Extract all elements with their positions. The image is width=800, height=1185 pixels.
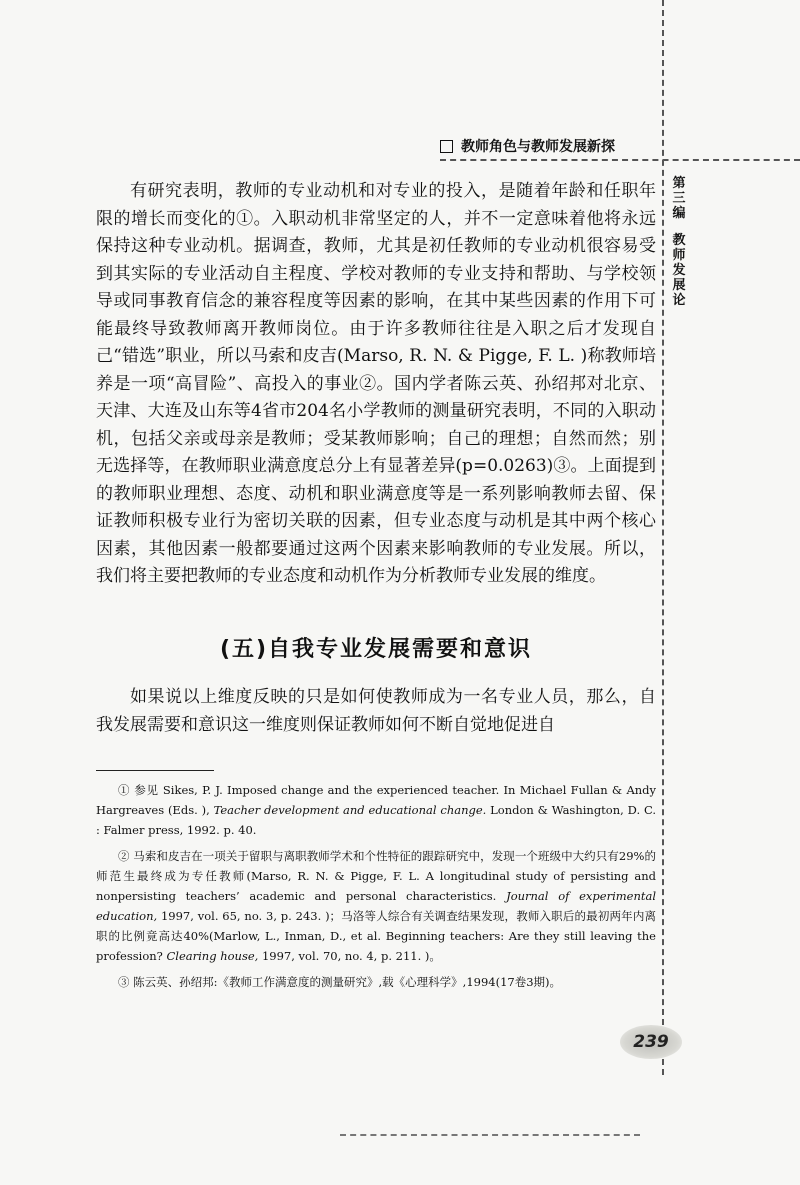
bottom-rule — [340, 1134, 640, 1136]
side-tab-char: 教 — [672, 233, 686, 248]
cut-line-vertical — [662, 0, 664, 1075]
side-tab-char: 展 — [672, 278, 686, 293]
square-icon — [440, 140, 453, 153]
side-tab-char: 论 — [672, 293, 686, 308]
side-tab — [668, 176, 690, 308]
running-header — [440, 136, 660, 156]
footnote-rule — [96, 770, 214, 771]
side-tab-char: 三 — [672, 191, 686, 206]
side-tab-char: 发 — [672, 263, 686, 278]
section-title: (五)自我专业发展需要和意识 — [219, 637, 533, 662]
footnote-1: ① 参见 Sikes, P. J. Imposed change and the experienced teacher. In Michael Fullan & Andy Hargreaves (Eds. ), Teacher development and educational change. London & Washington, D. C. : Falmer press, 1992. p. 40. — [96, 783, 657, 837]
side-tab-char: 师 — [672, 248, 686, 263]
page-number: 239 — [620, 1025, 682, 1059]
side-tab-char: 第 — [672, 176, 686, 191]
side-tab-char: 编 — [672, 206, 686, 221]
footnotes — [96, 780, 656, 998]
paragraph: 如果说以上维度反映的只是如何使教师成为一名专业人员，那么，自我发展需要和意识这一维度则保证教师如何不断自觉地促进自 — [96, 687, 656, 735]
running-header-title: 教师角色与教师发展新探 — [461, 139, 615, 155]
cut-line-header — [440, 159, 800, 161]
body-text — [96, 178, 656, 591]
paragraph: 有研究表明，教师的专业动机和对专业的投入，是随着年龄和任职年限的增长而变化的①。入职动机非常坚定的人，并不一定意味着他将永远保持这种专业动机。据调查，教师，尤其是初任教师的专业动机很容易受到其实际的专业活动自主程度、学校对教师的专业支持和帮助、与学校领导或同事教育信念的兼容程度等因素的影响，在其中某些因素的作用下可能最终导致教师离开教师岗位。由于许多教师往往是入职之后才发现自己“错选”职业，所以马索和皮吉(Marso, R. N. & Pigge, F. L. )称教师培养是一项“高冒险”、高投入的事业②。国内学者陈云英、孙绍邦对北京、天津、大连及山东等4省市204名小学教师的测量研究表明，不同的入职动机，包括父亲或母亲是教师；受某教师影响；自己的理想；自然而然；别无选择等，在教师职业满意度总分上有显著差异(p=0.0263)③。上面提到的教师职业理想、态度、动机和职业满意度等是一系列影响教师去留、保证教师积极专业行为密切关联的因素，但专业态度与动机是其中两个核心因素，其他因素一般都要通过这两个因素来影响教师的专业发展。所以，我们将主要把教师的专业态度和动机作为分析教师专业发展的维度。 — [96, 181, 656, 586]
footnote-3: ③ 陈云英、孙绍邦:《教师工作满意度的测量研究》,载《心理科学》,1994(17卷3期)。 — [118, 975, 562, 989]
body-text-continued — [96, 683, 656, 739]
footnote-2: ② 马索和皮吉在一项关于留职与离职教师学术和个性特征的跟踪研究中，发现一个班级中大约只有29%的师范生最终成为专任教师(Marso, R. N. & Pigge, F. L. A longitudinal study of persisting and nonpersisting teachers’ academic and personal characteristics. Journal of experimental education, 1997, vol. 65, no. 3, p. 243. )；马洛等人综合有关调查结果发现，教师入职后的最初两年内离职的比例竟高达40%(Marlow, L., Inman, D., et al. Beginning teachers: Are they still leaving the profession? Clearing house, 1997, vol. 70, no. 4, p. 211. )。 — [96, 849, 657, 963]
